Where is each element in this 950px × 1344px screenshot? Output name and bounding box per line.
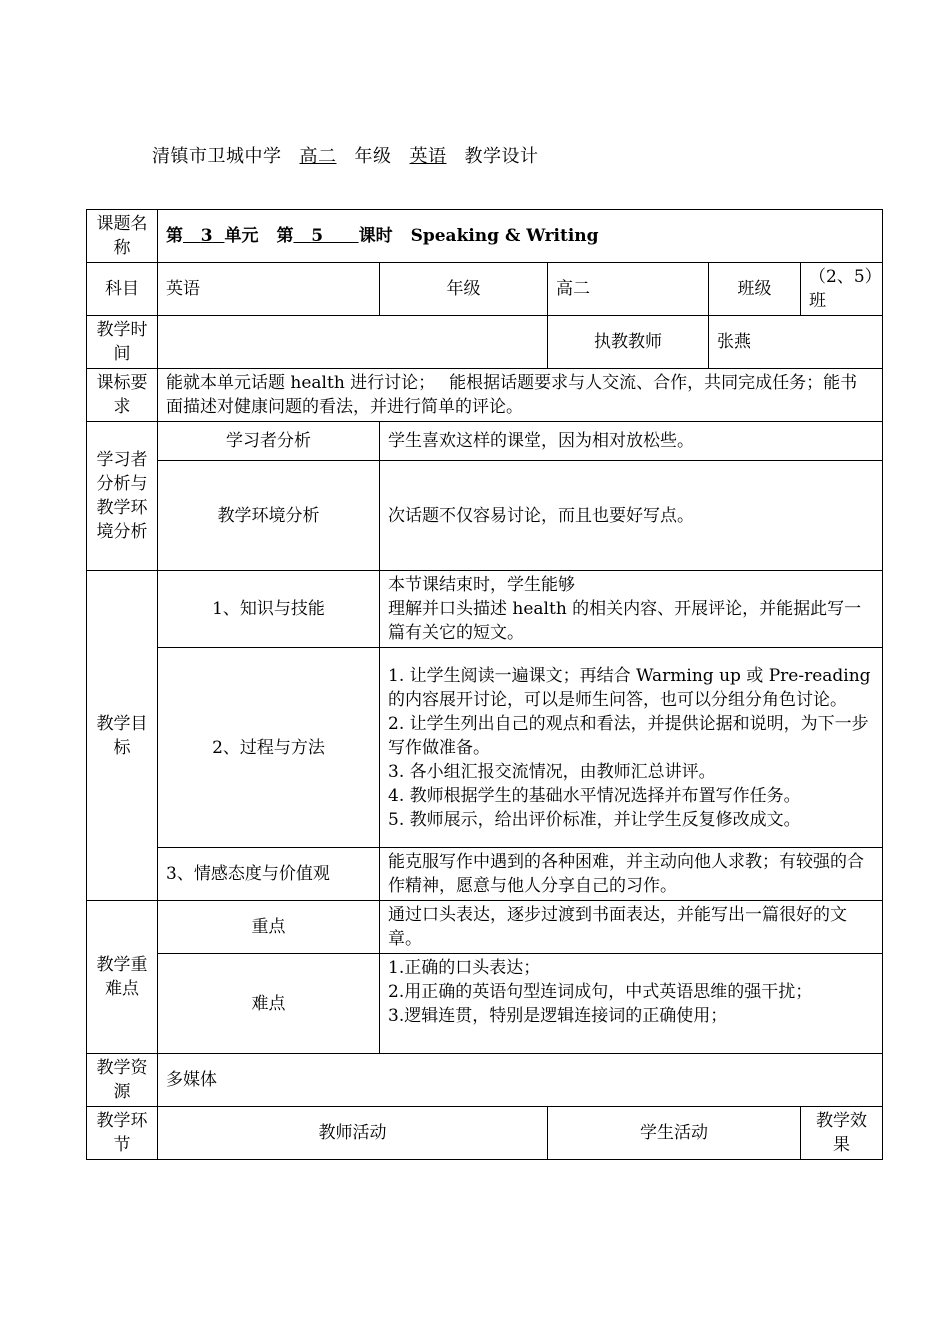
row-resources bbox=[87, 1054, 883, 1107]
learner-label: 学习者分析 bbox=[158, 422, 380, 461]
topic-di: 第 bbox=[166, 226, 183, 246]
key-text: 通过口头表达，逐步过渡到书面表达，并能写出一篇很好的文章。 bbox=[380, 901, 883, 954]
grade-label: 年级 bbox=[380, 263, 548, 316]
unit-number: 3 bbox=[200, 226, 213, 246]
steps-label: 教学环节 bbox=[87, 1107, 158, 1160]
teacher-label: 执教教师 bbox=[548, 316, 709, 369]
goal-3-text: 能克服写作中遇到的各种困难，并主动向他人求教；有较强的合作精神，愿意与他人分享自己的习作。 bbox=[380, 848, 883, 901]
difficulty-line: 2.用正确的英语句型连词成句，中式英语思维的强干扰； bbox=[388, 982, 813, 1002]
goal-1-label: 1、知识与技能 bbox=[158, 571, 380, 648]
goal-2-step: 4. 教师根据学生的基础水平情况选择并布置写作任务。 bbox=[388, 785, 801, 806]
unit-word: 单元 bbox=[224, 226, 259, 246]
class-label: 班级 bbox=[709, 263, 801, 316]
subject-value: 英语 bbox=[158, 263, 380, 316]
time-value bbox=[158, 316, 548, 369]
row-goal-2 bbox=[87, 648, 883, 848]
difficulty-line: 3.逻辑连贯，特别是逻辑连接词的正确使用； bbox=[388, 1006, 728, 1026]
environment-label: 教学环境分析 bbox=[158, 461, 380, 571]
row-time bbox=[87, 316, 883, 369]
row-goal-1 bbox=[87, 571, 883, 648]
title-suffix: 教学设计 bbox=[464, 146, 539, 167]
grade-cell-value: 高二 bbox=[548, 263, 709, 316]
document-title bbox=[152, 142, 539, 168]
school-name: 清镇市卫城中学 bbox=[152, 146, 282, 167]
row-subject bbox=[87, 263, 883, 316]
row-topic bbox=[87, 210, 883, 263]
key-difficulty-label: 教学重难点 bbox=[87, 901, 158, 1054]
subject-value: 英语 bbox=[409, 146, 447, 167]
grade-value: 高二 bbox=[299, 146, 337, 167]
row-goal-3 bbox=[87, 848, 883, 901]
row-steps bbox=[87, 1107, 883, 1160]
lesson-title: Speaking & Writing bbox=[410, 226, 599, 246]
resources-label: 教学资源 bbox=[87, 1054, 158, 1107]
standard-text: 能就本单元话题 health 进行讨论； 能根据话题要求与人交流、合作，共同完成任务；能书面描述对健康问题的看法，并进行简单的评论。 bbox=[158, 369, 883, 422]
learner-text: 学生喜欢这样的课堂，因为相对放松些。 bbox=[380, 422, 883, 461]
standard-label: 课标要求 bbox=[87, 369, 158, 422]
environment-text: 次话题不仅容易讨论，而且也要好写点。 bbox=[380, 461, 883, 571]
goal-1-text bbox=[380, 571, 883, 648]
goal-1-line: 本节课结束时，学生能够 bbox=[388, 575, 575, 595]
goal-2-step: 2. 让学生列出自己的观点和看法，并提供论据和说明，为下一步写作做准备。 bbox=[388, 713, 869, 758]
effect-header: 教学效果 bbox=[801, 1107, 883, 1160]
topic-value bbox=[158, 210, 883, 263]
goal-2-step: 5. 教师展示，给出评价标准，并让学生反复修改成文。 bbox=[388, 809, 801, 830]
time-label: 教学时间 bbox=[87, 316, 158, 369]
topic-di2: 第 bbox=[276, 226, 294, 246]
row-key-point bbox=[87, 901, 883, 954]
teacher-activity-header: 教师活动 bbox=[158, 1107, 548, 1160]
goal-3-label: 3、情感态度与价值观 bbox=[158, 848, 380, 901]
goals-label: 教学目标 bbox=[87, 571, 158, 901]
goal-1-line: 理解并口头描述 health 的相关内容、开展评论，并能据此写一篇有关它的短文。 bbox=[388, 599, 862, 643]
topic-label: 课题名称 bbox=[87, 210, 158, 263]
lesson-number: 5 bbox=[311, 226, 324, 246]
key-label: 重点 bbox=[158, 901, 380, 954]
goal-2-step: 3. 各小组汇报交流情况，由教师汇总讲评。 bbox=[388, 761, 716, 782]
class-value: （2、5）班 bbox=[801, 263, 883, 316]
row-environment bbox=[87, 461, 883, 571]
goal-2-text bbox=[380, 648, 883, 848]
difficulty-label: 难点 bbox=[158, 954, 380, 1054]
grade-word: 年级 bbox=[354, 146, 392, 167]
row-standard bbox=[87, 369, 883, 422]
resources-value: 多媒体 bbox=[158, 1054, 883, 1107]
lesson-plan-table bbox=[86, 209, 883, 1160]
student-activity-header: 学生活动 bbox=[548, 1107, 801, 1160]
difficulty-line: 1.正确的口头表达； bbox=[388, 958, 541, 978]
analysis-label: 学习者分析与教学环境分析 bbox=[87, 422, 158, 571]
lesson-word: 课时 bbox=[358, 226, 393, 246]
subject-label: 科目 bbox=[87, 263, 158, 316]
goal-2-label: 2、过程与方法 bbox=[158, 648, 380, 848]
row-difficulty bbox=[87, 954, 883, 1054]
teacher-name: 张燕 bbox=[709, 316, 883, 369]
difficulty-text bbox=[380, 954, 883, 1054]
row-learner bbox=[87, 422, 883, 461]
goal-2-step: 1. 让学生阅读一遍课文；再结合 Warming up 或 Pre-reading 的内容展开讨论，可以是师生问答，也可以分组分角色讨论。 bbox=[388, 665, 871, 710]
